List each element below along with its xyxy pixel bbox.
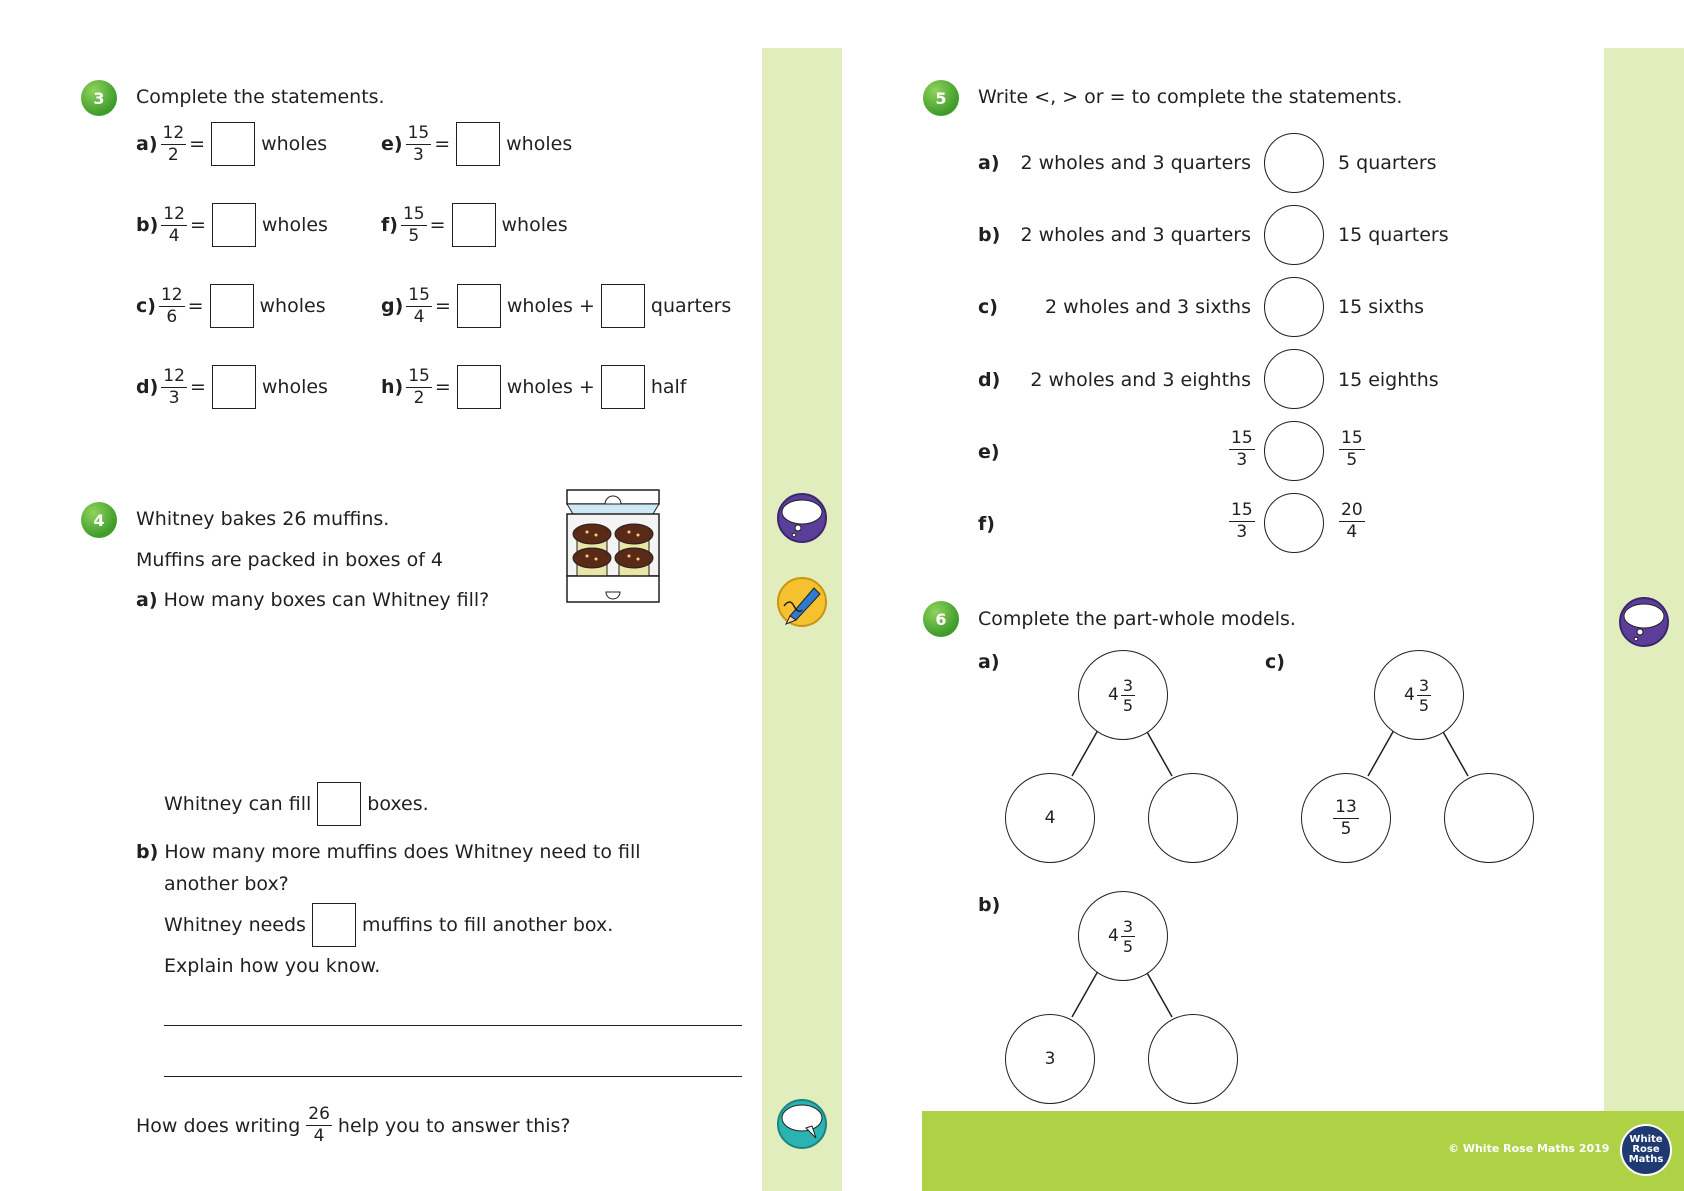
q5-e-right: $\frac{15}{5}$ — [1341, 428, 1363, 470]
q5-f-right: $\frac{20}{4}$ — [1341, 500, 1363, 542]
q5-c-right: 15 sixths — [1338, 296, 1425, 318]
q4-explain: Explain how you know. — [164, 955, 381, 977]
fraction: $\frac{12}{2}$ — [162, 122, 185, 165]
q3-item-b: b) $\frac{12}{4}$ = wholes — [136, 203, 328, 246]
q5-label-a: a) — [978, 152, 1000, 174]
whole-circle: 4 $\frac{3}{5}$ — [1374, 650, 1464, 740]
question-6-title: Complete the part-whole models. — [978, 608, 1296, 630]
q5-d-right: 15 eighths — [1338, 369, 1439, 391]
q3-item-d: d) $\frac{12}{3}$ = wholes — [136, 365, 328, 408]
q5-f-left: $\frac{15}{3}$ — [1231, 500, 1253, 542]
q5-b-right: 15 quarters — [1338, 224, 1449, 246]
white-rose-maths-logo: White Rose Maths — [1620, 1124, 1672, 1176]
part-circle: 4 — [1005, 773, 1095, 863]
q6-label-c: c) — [1265, 651, 1285, 673]
question-3-title: Complete the statements. — [136, 86, 385, 108]
part-circle-empty[interactable] — [1148, 1014, 1238, 1104]
question-5-number: 5 — [923, 80, 959, 116]
q5-d-left: 2 wholes and 3 eighths — [1030, 369, 1251, 391]
q6-label-b: b) — [978, 894, 1001, 916]
question-6-number: 6 — [923, 601, 959, 637]
q4-answer-b: Whitney needs muffins to fill another box. — [164, 903, 613, 947]
question-5-title: Write <, > or = to complete the statements. — [978, 86, 1403, 108]
q4-part-b: b) How many more muffins does Whitney need to fill — [136, 841, 641, 863]
q3-item-f: f) $\frac{15}{5}$ = wholes — [381, 203, 568, 246]
q5-label-b: b) — [978, 224, 1001, 246]
q4-follow-up: How does writing $\frac{26}{4}$ help you to answer this? — [136, 1104, 571, 1146]
q5-e-left: $\frac{15}{3}$ — [1231, 428, 1253, 470]
q4-part-b-line2: another box? — [164, 873, 289, 895]
q5-label-e: e) — [978, 441, 1000, 463]
whole-circle: 4 $\frac{3}{5}$ — [1078, 650, 1168, 740]
q3-item-c: c) $\frac{12}{6}$ = wholes — [136, 284, 326, 327]
q4-line2: Muffins are packed in boxes of 4 — [136, 549, 444, 571]
q6-label-a: a) — [978, 651, 1000, 673]
q4-part-a: a) How many boxes can Whitney fill? — [136, 589, 490, 611]
whole-circle: 4 $\frac{3}{5}$ — [1078, 891, 1168, 981]
q5-label-f: f) — [978, 513, 995, 535]
q4-line1: Whitney bakes 26 muffins. — [136, 508, 390, 530]
q5-a-right: 5 quarters — [1338, 152, 1437, 174]
q5-label-c: c) — [978, 296, 998, 318]
part-circle-empty[interactable] — [1148, 773, 1238, 863]
q5-label-d: d) — [978, 369, 1001, 391]
q3-item-h: h) $\frac{15}{2}$ = wholes + half — [381, 365, 687, 408]
part-circle-empty[interactable] — [1444, 773, 1534, 863]
q5-a-left: 2 wholes and 3 quarters — [1020, 152, 1251, 174]
q3-item-a: a) $\frac{12}{2}$ = wholes — [136, 122, 328, 165]
copyright-text: © White Rose Maths 2019 — [1448, 1142, 1610, 1155]
q3-item-g: g) $\frac{15}{4}$ = wholes + quarters — [381, 284, 732, 327]
q4-answer-a: Whitney can fill boxes. — [164, 782, 429, 826]
q3-item-e: e) $\frac{15}{3}$ = wholes — [381, 122, 573, 165]
part-circle: $\frac{13}{5}$ — [1301, 773, 1391, 863]
question-4-number: 4 — [81, 502, 117, 538]
question-3-number: 3 — [81, 80, 117, 116]
part-circle: 3 — [1005, 1014, 1095, 1104]
q5-b-left: 2 wholes and 3 quarters — [1020, 224, 1251, 246]
q5-c-left: 2 wholes and 3 sixths — [1045, 296, 1251, 318]
